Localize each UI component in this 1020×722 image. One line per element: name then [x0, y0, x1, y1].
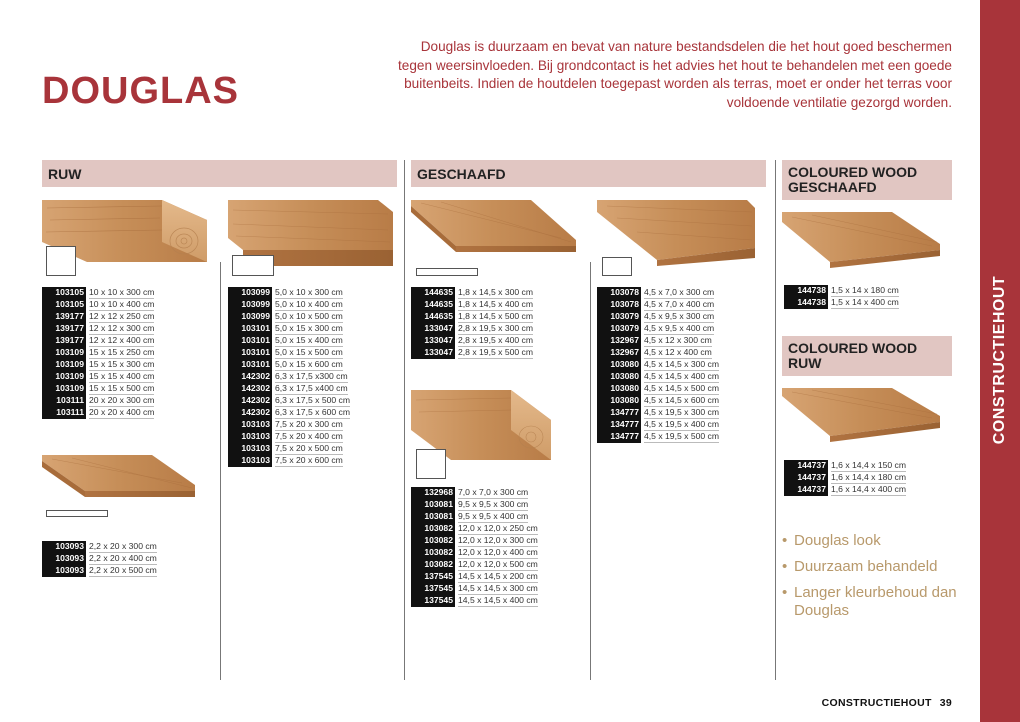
- wood-plank-icon: [782, 388, 940, 450]
- article-code: 134777: [597, 431, 641, 443]
- product-table-geschaafd-a: [411, 287, 533, 359]
- table-row: [597, 395, 719, 407]
- feature-list: [782, 532, 972, 628]
- table-row: [597, 311, 719, 323]
- article-code: 103105: [42, 299, 86, 311]
- table-row: [228, 311, 350, 323]
- dimensions: 12 x 12 x 250 cm: [89, 311, 155, 321]
- footer-section: CONSTRUCTIEHOUT: [821, 697, 932, 709]
- table-row: [597, 347, 719, 359]
- table-row: [228, 419, 350, 431]
- table-row: [597, 335, 719, 347]
- cross-section-icon: [232, 255, 274, 276]
- sidebar-label: CONSTRUCTIEHOUT: [991, 275, 1008, 445]
- table-row: [42, 359, 154, 371]
- article-code: 132967: [597, 335, 641, 347]
- dimensions: 20 x 20 x 300 cm: [89, 395, 155, 405]
- table-row: [411, 523, 538, 535]
- dimensions: 4,5 x 19,5 x 500 cm: [644, 431, 719, 441]
- article-code: 103109: [42, 347, 86, 359]
- bullet-text: Duurzaam behandeld: [794, 558, 938, 575]
- product-table-ruw-a: [42, 287, 154, 419]
- cross-section-icon: [46, 246, 76, 276]
- table-row: [597, 407, 719, 419]
- article-code: 103101: [228, 347, 272, 359]
- column-divider: [404, 160, 405, 680]
- article-code: 137545: [411, 571, 455, 583]
- dimensions: 15 x 15 x 500 cm: [89, 383, 155, 393]
- table-row: [228, 323, 350, 335]
- article-code: 103080: [597, 371, 641, 383]
- dimensions: 4,5 x 14,5 x 400 cm: [644, 371, 719, 381]
- article-code: 133047: [411, 347, 455, 359]
- article-code: 103080: [597, 395, 641, 407]
- dimensions: 14,5 x 14,5 x 200 cm: [458, 571, 538, 581]
- product-table-geschaafd-b: [411, 487, 538, 607]
- dimensions: 2,8 x 19,5 x 300 cm: [458, 323, 533, 333]
- table-row: [228, 383, 350, 395]
- section-header-geschaafd: [411, 160, 766, 187]
- dimensions: 4,5 x 7,0 x 400 cm: [644, 299, 715, 309]
- dimensions: 5,0 x 10 x 400 cm: [275, 299, 343, 309]
- table-row: [228, 455, 350, 467]
- table-row: [411, 323, 533, 335]
- dimensions: 7,5 x 20 x 500 cm: [275, 443, 343, 453]
- article-code: 103101: [228, 323, 272, 335]
- dimensions: 1,8 x 14,5 x 300 cm: [458, 287, 533, 297]
- table-row: [411, 311, 533, 323]
- dimensions: 7,5 x 20 x 300 cm: [275, 419, 343, 429]
- article-code: 103082: [411, 535, 455, 547]
- article-code: 103111: [42, 395, 86, 407]
- table-row: [784, 472, 906, 484]
- table-row: [42, 565, 157, 577]
- dimensions: 1,6 x 14,4 x 180 cm: [831, 472, 906, 482]
- table-row: [42, 383, 154, 395]
- article-code: 144738: [784, 297, 828, 309]
- dimensions: 5,0 x 15 x 500 cm: [275, 347, 343, 357]
- dimensions: 15 x 15 x 300 cm: [89, 359, 155, 369]
- article-code: 139177: [42, 323, 86, 335]
- table-row: [42, 335, 154, 347]
- cross-section-icon: [46, 510, 108, 517]
- dimensions: 4,5 x 14,5 x 500 cm: [644, 383, 719, 393]
- table-row: [228, 299, 350, 311]
- dimensions: 12 x 12 x 300 cm: [89, 323, 155, 333]
- article-code: 144738: [784, 285, 828, 297]
- dimensions: 6,3 x 17,5 x300 cm: [275, 371, 348, 381]
- article-code: 103101: [228, 359, 272, 371]
- article-code: 142302: [228, 383, 272, 395]
- article-code: 103103: [228, 455, 272, 467]
- dimensions: 5,0 x 10 x 300 cm: [275, 287, 343, 297]
- dimensions: 5,0 x 15 x 600 cm: [275, 359, 343, 369]
- product-table-ruw-c: [228, 287, 350, 467]
- article-code: 103093: [42, 565, 86, 577]
- table-row: [42, 395, 154, 407]
- section-title-geschaafd: GESCHAAFD: [417, 165, 506, 182]
- dimensions: 1,5 x 14 x 400 cm: [831, 297, 899, 307]
- bullet-dot-icon: •: [782, 558, 788, 575]
- list-item: [782, 532, 972, 550]
- article-code: 133047: [411, 335, 455, 347]
- dimensions: 1,8 x 14,5 x 500 cm: [458, 311, 533, 321]
- article-code: 103103: [228, 431, 272, 443]
- table-row: [411, 595, 538, 607]
- dimensions: 4,5 x 14,5 x 600 cm: [644, 395, 719, 405]
- section-title-line-2: RUW: [788, 355, 822, 371]
- dimensions: 14,5 x 14,5 x 300 cm: [458, 583, 538, 593]
- list-item: [782, 584, 972, 620]
- dimensions: 10 x 10 x 300 cm: [89, 287, 155, 297]
- table-row: [228, 359, 350, 371]
- dimensions: 2,2 x 20 x 300 cm: [89, 541, 157, 551]
- article-code: 144737: [784, 484, 828, 496]
- table-row: [411, 335, 533, 347]
- article-code: 132967: [597, 347, 641, 359]
- dimensions: 10 x 10 x 400 cm: [89, 299, 155, 309]
- bullet-text: Douglas look: [794, 532, 881, 549]
- column-divider: [220, 262, 221, 680]
- table-row: [42, 311, 154, 323]
- article-code: 103109: [42, 371, 86, 383]
- section-header-coloured-ruw: [782, 336, 952, 376]
- table-row: [228, 395, 350, 407]
- table-row: [411, 571, 538, 583]
- section-sidebar: [980, 0, 1020, 722]
- article-code: 137545: [411, 595, 455, 607]
- dimensions: 12 x 12 x 400 cm: [89, 335, 155, 345]
- article-code: 103109: [42, 383, 86, 395]
- product-table-geschaafd-c: [597, 287, 719, 443]
- dimensions: 4,5 x 19,5 x 300 cm: [644, 407, 719, 417]
- table-row: [228, 443, 350, 455]
- table-row: [42, 553, 157, 565]
- article-code: 144635: [411, 299, 455, 311]
- dimensions: 14,5 x 14,5 x 400 cm: [458, 595, 538, 605]
- dimensions: 4,5 x 7,0 x 300 cm: [644, 287, 715, 297]
- table-row: [784, 460, 906, 472]
- article-code: 142302: [228, 371, 272, 383]
- table-row: [228, 287, 350, 299]
- product-table-ruw-b: [42, 541, 157, 577]
- bullet-text: Langer kleurbehoud dan Douglas: [794, 584, 957, 619]
- table-row: [411, 583, 538, 595]
- page-number: 39: [939, 697, 952, 709]
- table-row: [597, 419, 719, 431]
- table-row: [784, 285, 899, 297]
- table-row: [42, 347, 154, 359]
- table-row: [784, 297, 899, 309]
- table-row: [42, 541, 157, 553]
- product-table-coloured-geschaafd: [784, 285, 899, 309]
- dimensions: 4,5 x 12 x 400 cm: [644, 347, 712, 357]
- page-footer: [822, 697, 952, 709]
- table-row: [228, 431, 350, 443]
- dimensions: 4,5 x 19,5 x 400 cm: [644, 419, 719, 429]
- article-code: 103101: [228, 335, 272, 347]
- article-code: 144635: [411, 287, 455, 299]
- article-code: 103079: [597, 323, 641, 335]
- dimensions: 6,3 x 17,5 x400 cm: [275, 383, 348, 393]
- article-code: 132968: [411, 487, 455, 499]
- section-title-line-2: GESCHAAFD: [788, 179, 877, 195]
- article-code: 103099: [228, 287, 272, 299]
- article-code: 103093: [42, 553, 86, 565]
- article-code: 103080: [597, 383, 641, 395]
- table-row: [597, 359, 719, 371]
- table-row: [42, 287, 154, 299]
- table-row: [597, 287, 719, 299]
- dimensions: 5,0 x 15 x 400 cm: [275, 335, 343, 345]
- dimensions: 2,8 x 19,5 x 500 cm: [458, 347, 533, 357]
- table-row: [597, 323, 719, 335]
- article-code: 103079: [597, 311, 641, 323]
- table-row: [411, 559, 538, 571]
- article-code: 142302: [228, 395, 272, 407]
- section-title-ruw: RUW: [48, 165, 82, 182]
- dimensions: 20 x 20 x 400 cm: [89, 407, 155, 417]
- dimensions: 9,5 x 9,5 x 300 cm: [458, 499, 529, 509]
- table-row: [42, 407, 154, 419]
- dimensions: 12,0 x 12,0 x 300 cm: [458, 535, 538, 545]
- dimensions: 5,0 x 10 x 500 cm: [275, 311, 343, 321]
- dimensions: 1,6 x 14,4 x 400 cm: [831, 484, 906, 494]
- dimensions: 9,5 x 9,5 x 400 cm: [458, 511, 529, 521]
- article-code: 103081: [411, 499, 455, 511]
- section-title-line-1: COLOURED WOOD: [788, 340, 918, 356]
- table-row: [411, 287, 533, 299]
- bullet-dot-icon: •: [782, 532, 788, 549]
- article-code: 142302: [228, 407, 272, 419]
- intro-text: Douglas is duurzaam en bevat van nature bestandsdelen die het hout goed beschermen tegen weersinvloeden. Bij grondcontact is het advies het hout te behandelen met een goede buitenbeits. Indien de houtdelen toegepast worden als terras, moet er onder het terras voor voldoende ventilatie gezorgd worden.: [398, 39, 952, 110]
- article-code: 103080: [597, 359, 641, 371]
- article-code: 139177: [42, 335, 86, 347]
- dimensions: 6,3 x 17,5 x 600 cm: [275, 407, 350, 417]
- dimensions: 1,5 x 14 x 180 cm: [831, 285, 899, 295]
- article-code: 103078: [597, 299, 641, 311]
- article-code: 103111: [42, 407, 86, 419]
- article-code: 103105: [42, 287, 86, 299]
- article-code: 103099: [228, 299, 272, 311]
- dimensions: 4,5 x 14,5 x 300 cm: [644, 359, 719, 369]
- dimensions: 6,3 x 17,5 x 500 cm: [275, 395, 350, 405]
- dimensions: 12,0 x 12,0 x 400 cm: [458, 547, 538, 557]
- table-row: [411, 511, 538, 523]
- table-row: [228, 347, 350, 359]
- article-code: 103082: [411, 523, 455, 535]
- column-divider: [590, 262, 591, 680]
- article-code: 144635: [411, 311, 455, 323]
- dimensions: 4,5 x 9,5 x 300 cm: [644, 311, 715, 321]
- product-table-coloured-ruw: [784, 460, 906, 496]
- dimensions: 7,5 x 20 x 600 cm: [275, 455, 343, 465]
- list-item: [782, 558, 972, 576]
- table-row: [597, 431, 719, 443]
- article-code: 137545: [411, 583, 455, 595]
- article-code: 103081: [411, 511, 455, 523]
- cross-section-icon: [416, 268, 478, 276]
- table-row: [411, 299, 533, 311]
- dimensions: 7,5 x 20 x 400 cm: [275, 431, 343, 441]
- cross-section-icon: [416, 449, 446, 479]
- article-code: 103082: [411, 559, 455, 571]
- article-code: 103082: [411, 547, 455, 559]
- dimensions: 12,0 x 12,0 x 500 cm: [458, 559, 538, 569]
- dimensions: 7,0 x 7,0 x 300 cm: [458, 487, 529, 497]
- table-row: [411, 487, 538, 499]
- bullet-dot-icon: •: [782, 584, 788, 601]
- dimensions: 2,8 x 19,5 x 400 cm: [458, 335, 533, 345]
- article-code: 133047: [411, 323, 455, 335]
- dimensions: 5,0 x 15 x 300 cm: [275, 323, 343, 333]
- article-code: 134777: [597, 407, 641, 419]
- table-row: [411, 499, 538, 511]
- table-row: [228, 407, 350, 419]
- cross-section-icon: [602, 257, 632, 276]
- section-header-coloured-geschaafd: [782, 160, 952, 200]
- table-row: [42, 323, 154, 335]
- table-row: [597, 383, 719, 395]
- wood-plank-icon: [411, 200, 576, 264]
- section-title-line-1: COLOURED WOOD: [788, 164, 918, 180]
- table-row: [597, 371, 719, 383]
- table-row: [42, 299, 154, 311]
- dimensions: 12,0 x 12,0 x 250 cm: [458, 523, 538, 533]
- table-row: [228, 335, 350, 347]
- article-code: 103109: [42, 359, 86, 371]
- wood-plank-icon: [42, 455, 195, 505]
- table-row: [597, 299, 719, 311]
- dimensions: 4,5 x 12 x 300 cm: [644, 335, 712, 345]
- section-header-ruw: [42, 160, 397, 187]
- column-divider: [775, 160, 776, 680]
- article-code: 103078: [597, 287, 641, 299]
- wood-plank-icon: [782, 212, 940, 274]
- table-row: [411, 535, 538, 547]
- dimensions: 4,5 x 9,5 x 400 cm: [644, 323, 715, 333]
- table-row: [411, 547, 538, 559]
- dimensions: 2,2 x 20 x 500 cm: [89, 565, 157, 575]
- article-code: 103093: [42, 541, 86, 553]
- article-code: 103099: [228, 311, 272, 323]
- dimensions: 1,8 x 14,5 x 400 cm: [458, 299, 533, 309]
- article-code: 103103: [228, 419, 272, 431]
- article-code: 134777: [597, 419, 641, 431]
- table-row: [228, 371, 350, 383]
- dimensions: 1,6 x 14,4 x 150 cm: [831, 460, 906, 470]
- dimensions: 15 x 15 x 400 cm: [89, 371, 155, 381]
- article-code: 139177: [42, 311, 86, 323]
- page-title: DOUGLAS: [42, 70, 239, 112]
- table-row: [411, 347, 533, 359]
- table-row: [784, 484, 906, 496]
- table-row: [42, 371, 154, 383]
- dimensions: 15 x 15 x 250 cm: [89, 347, 155, 357]
- article-code: 144737: [784, 460, 828, 472]
- article-code: 144737: [784, 472, 828, 484]
- article-code: 103103: [228, 443, 272, 455]
- dimensions: 2,2 x 20 x 400 cm: [89, 553, 157, 563]
